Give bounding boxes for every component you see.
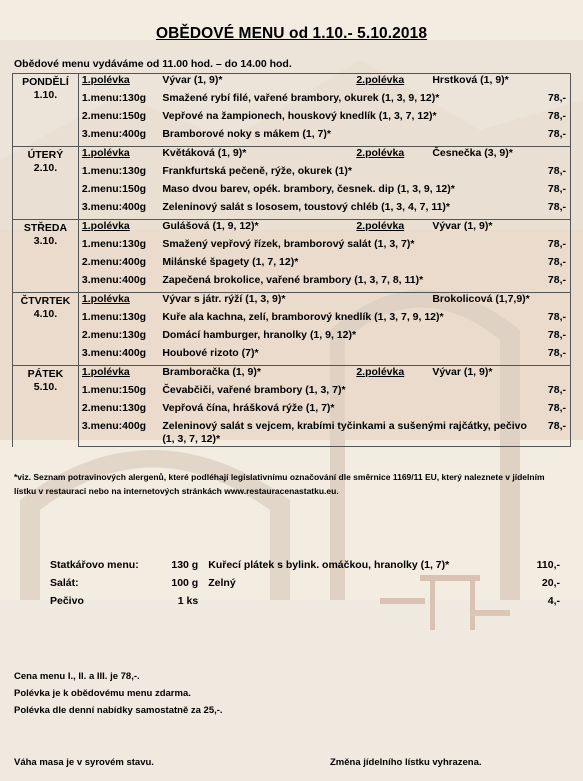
soup1-label: 1.polévka xyxy=(78,147,159,166)
day-name: PÁTEK xyxy=(27,368,64,380)
soup2-label: 2.polévka xyxy=(356,74,405,86)
menu-price: 78,- xyxy=(537,92,571,110)
menu-dish: Houbové rizoto (7)* xyxy=(159,347,537,366)
soups-cell xyxy=(159,366,570,385)
menu-row xyxy=(13,329,571,347)
extra-price: 4,- xyxy=(547,595,561,607)
soup-row xyxy=(13,293,571,312)
menu-price: 78,- xyxy=(537,110,571,128)
menu-dish: Domácí hamburger, hranolky (1, 9, 12)* xyxy=(162,329,357,341)
soup2-name: Česnečka (3, 9)* xyxy=(432,147,513,159)
soup1-name: Bramboračka (1, 9)* xyxy=(162,366,261,378)
extra-dish: Kuřecí plátek s bylink. omáčkou, hranolky (1, 7)* xyxy=(208,559,450,571)
menu-price: 78,- xyxy=(537,183,571,201)
menu-row xyxy=(13,420,571,447)
day-date: 2.10. xyxy=(33,162,58,174)
soup2-name: Hrstková (1, 9)* xyxy=(432,74,509,86)
serving-hours: Obědové menu vydáváme od 11.00 hod. – do 14.00 hod. xyxy=(14,58,292,70)
soups-cell xyxy=(159,147,570,166)
extra-name: Salát: xyxy=(50,577,79,589)
soup1-name: Vývar (1, 9)* xyxy=(162,74,223,86)
info-line: Polévka je k obědovému menu zdarma. xyxy=(14,688,191,699)
soup2-name: Vývar (1, 9)* xyxy=(432,366,493,378)
day-date: 5.10. xyxy=(33,381,58,393)
soup1-name: Gulášová (1, 9, 12)* xyxy=(162,220,259,232)
soup-row xyxy=(13,74,571,93)
menu-row xyxy=(13,384,571,402)
extra-dish: Zelný xyxy=(208,577,236,589)
menu-label: 2.menu:400g xyxy=(81,256,147,268)
menu-price: 78,- xyxy=(537,347,571,366)
menu-price: 78,- xyxy=(537,165,571,183)
menu-dish: Maso dvou barev, opék. brambory, česnek. dip (1, 3, 9, 12)* xyxy=(162,183,455,195)
menu-label: 2.menu:150g xyxy=(81,183,147,195)
menu-dish: Vepřová čína, hrášková rýže (1, 7)* xyxy=(162,402,335,414)
menu-dish: Zeleninový salát s vejcem, krabími tyčinkami a sušenými rajčátky, pečivo (1, 3, 7, 12)* xyxy=(159,420,537,447)
allergen-note: *viz. Seznam potravinových alergenů, které podléhají legislativnímu označování dle směrnice 1169/11 EU, který naleznete v jídelním lístku v restauraci nebo na internetových stránkách www.restauracenastatku.eu. xyxy=(14,472,545,496)
extra-item xyxy=(50,556,560,574)
day-name: ÚTERÝ xyxy=(27,149,64,161)
soup1-name: Květáková (1, 9)* xyxy=(162,147,247,159)
footer-weight-note: Váha masa je v syrovém stavu. xyxy=(14,757,154,768)
day-cell xyxy=(13,74,79,147)
soups-cell xyxy=(159,293,570,312)
menu-label: 1.menu:130g xyxy=(81,165,147,177)
extra-name: Statkářovo menu: xyxy=(50,559,139,571)
soup2-label xyxy=(356,293,432,306)
extra-name: Pečivo xyxy=(50,595,84,607)
menu-dish: Zapečená brokolice, vařené brambory (1, 3, 7, 8, 11)* xyxy=(159,274,537,293)
info-line: Cena menu I., II. a III. je 78,-. xyxy=(14,671,140,682)
menu-price: 78,- xyxy=(537,238,571,256)
menu-row xyxy=(13,183,571,201)
menu-label: 3.menu:400g xyxy=(78,128,159,147)
footer-change-note: Změna jídelního lístku vyhrazena. xyxy=(330,757,482,768)
menu-dish: Čevabčiči, vařené brambory (1, 3, 7)* xyxy=(162,384,346,396)
menu-row xyxy=(13,274,571,293)
menu-row xyxy=(13,110,571,128)
menu-dish: Vepřové na žampionech, houskový knedlík (1, 3, 7, 12)* xyxy=(162,110,437,122)
menu-dish: Frankfurtská pečeně, rýže, okurek (1)* xyxy=(162,165,352,177)
menu-row xyxy=(13,347,571,366)
menu-price: 78,- xyxy=(537,256,571,274)
soup1-label: 1.polévka xyxy=(78,220,159,239)
menu-price: 78,- xyxy=(537,402,571,420)
menu-price: 78,- xyxy=(537,420,571,447)
soup2-label: 2.polévka xyxy=(356,220,405,232)
day-name: STŘEDA xyxy=(23,222,68,234)
info-line: Polévka dle denní nabídky samostatně za 25,-. xyxy=(14,705,223,716)
soup1-label: 1.polévka xyxy=(78,293,159,312)
menu-label: 2.menu:150g xyxy=(81,110,147,122)
menu-dish: Milánské špagety (1, 7, 12)* xyxy=(162,256,299,268)
price-info xyxy=(14,668,223,719)
menu-row xyxy=(13,128,571,147)
menu-label: 2.menu:130g xyxy=(81,402,147,414)
extra-price: 20,- xyxy=(541,577,561,589)
soup1-label: 1.polévka xyxy=(78,74,159,93)
menu-dish: Smažený vepřový řízek, bramborový salát (1, 3, 7)* xyxy=(162,238,415,250)
menu-dish: Zeleninový salát s lososem, toustový chléb (1, 3, 4, 7, 11)* xyxy=(159,201,537,220)
weekly-menu-table xyxy=(12,73,571,447)
soup1-name: Vývar s játr. rýží (1, 3, 9)* xyxy=(162,293,286,305)
menu-row xyxy=(13,238,571,256)
menu-row xyxy=(13,201,571,220)
menu-dish: Bramborové noky s mákem (1, 7)* xyxy=(159,128,537,147)
menu-price: 78,- xyxy=(537,128,571,147)
menu-row xyxy=(13,165,571,183)
soup2-label: 2.polévka xyxy=(356,147,405,159)
day-cell xyxy=(13,293,79,366)
day-date: 3.10. xyxy=(33,235,58,247)
soup1-label: 1.polévka xyxy=(78,366,159,385)
menu-label: 3.menu:400g xyxy=(78,420,159,447)
day-date: 4.10. xyxy=(33,308,58,320)
soup-row xyxy=(13,366,571,385)
menu-dish: Smažené rybí filé, vařené brambory, okurek (1, 3, 9, 12)* xyxy=(162,92,440,104)
menu-price: 78,- xyxy=(537,329,571,347)
day-cell xyxy=(13,366,79,447)
menu-label: 1.menu:130g xyxy=(81,311,147,323)
extra-price: 110,- xyxy=(536,559,561,571)
menu-label: 3.menu:400g xyxy=(78,347,159,366)
soups-cell xyxy=(159,74,570,93)
menu-label: 1.menu:130g xyxy=(81,238,147,250)
soup2-name: Vývar (1, 9)* xyxy=(432,220,493,232)
menu-label: 2.menu:130g xyxy=(81,329,147,341)
menu-label: 3.menu:400g xyxy=(78,201,159,220)
soup2-label: 2.polévka xyxy=(356,366,405,378)
soup2-name: Brokolicová (1,7,9)* xyxy=(432,293,530,305)
soup-row xyxy=(13,147,571,166)
menu-price: 78,- xyxy=(537,311,571,329)
day-name: ČTVRTEK xyxy=(20,295,71,307)
menu-price: 78,- xyxy=(537,274,571,293)
menu-label: 1.menu:150g xyxy=(81,384,147,396)
extra-item xyxy=(50,574,560,592)
extra-item xyxy=(50,592,560,610)
menu-price: 78,- xyxy=(537,384,571,402)
soups-cell xyxy=(159,220,570,239)
day-date: 1.10. xyxy=(33,89,58,101)
menu-label: 3.menu:400g xyxy=(78,274,159,293)
day-cell xyxy=(13,147,79,220)
extra-qty: 1 ks xyxy=(177,595,199,607)
extras-list xyxy=(50,556,560,610)
menu-title: OBĚDOVÉ MENU od 1.10.- 5.10.2018 xyxy=(155,25,428,42)
extra-qty: 100 g xyxy=(171,577,199,589)
menu-row xyxy=(13,256,571,274)
soup-row xyxy=(13,220,571,239)
menu-row xyxy=(13,402,571,420)
menu-price: 78,- xyxy=(537,201,571,220)
day-cell xyxy=(13,220,79,293)
menu-row xyxy=(13,311,571,329)
menu-label: 1.menu:130g xyxy=(81,92,147,104)
menu-dish: Kuře ala kachna, zelí, bramborový knedlík (1, 3, 7, 9, 12)* xyxy=(162,311,444,323)
menu-row xyxy=(13,92,571,110)
extra-qty: 130 g xyxy=(171,559,199,571)
day-name: PONDĚLÍ xyxy=(22,76,69,88)
